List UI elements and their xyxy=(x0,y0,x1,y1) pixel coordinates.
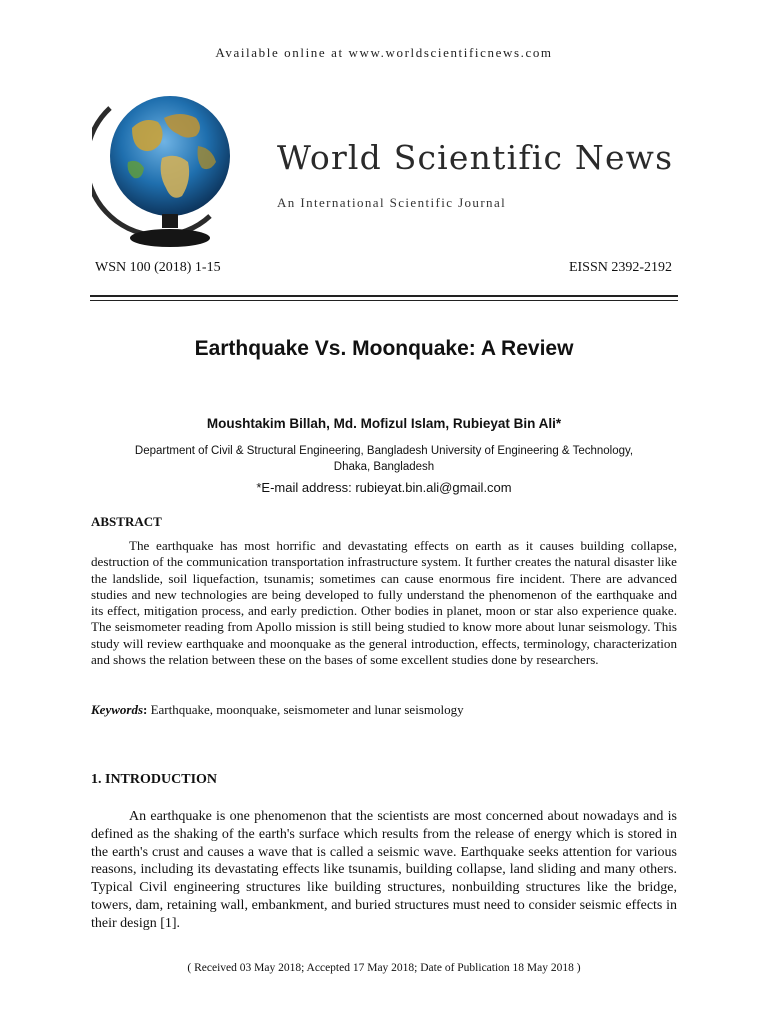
header-divider-thin xyxy=(90,300,678,301)
header-divider-thick xyxy=(90,295,678,297)
corresponding-email: *E-mail address: rubieyat.bin.ali@gmail.com xyxy=(256,480,512,495)
keywords-text: Earthquake, moonquake, seismometer and lunar seismology xyxy=(150,702,464,717)
introduction-heading: 1. INTRODUCTION xyxy=(91,772,218,787)
keywords-line xyxy=(91,702,677,718)
author-list: Moushtakim Billah, Md. Mofizul Islam, Rubieyat Bin Ali* xyxy=(206,416,562,431)
journal-subtitle: An International Scientific Journal xyxy=(277,195,507,210)
globe-logo-icon xyxy=(92,88,244,250)
issue-info: WSN 100 (2018) 1-15 xyxy=(95,260,221,275)
affiliation xyxy=(96,443,672,475)
eissn-info: EISSN 2392-2192 xyxy=(568,260,672,275)
journal-title: World Scientific News xyxy=(277,138,674,177)
affiliation-line-1: Department of Civil & Structural Engineering, Bangladesh University of Engineering & Technology, xyxy=(134,445,634,457)
available-online-line: Available online at www.worldscientificnews.com xyxy=(215,45,553,60)
paper-title: Earthquake Vs. Moonquake: A Review xyxy=(194,337,574,360)
abstract-heading: ABSTRACT xyxy=(91,514,162,529)
keywords-separator: : xyxy=(143,702,151,717)
keywords-label: Keywords xyxy=(91,702,143,717)
publication-dates: ( Received 03 May 2018; Accepted 17 May 2018; Date of Publication 18 May 2018 ) xyxy=(187,962,581,974)
introduction-text: An earthquake is one phenomenon that the scientists are most concerned about nowadays and is defined as the shaking of the earth's surface which results from the release of energy which is stored in the earth's crust and causes a wave that is called a seismic wave. Earthquake seeks attention for various reasons, including its devastating effects like tsunamis, building collapse, land sliding and many others. Typical Civil engineering structures like building structures, nonbuilding structures like the bridge, towers, dam, retaining wall, embankment, and buried structures must need to consider seismic effects in their design [1]. xyxy=(91,809,677,931)
affiliation-line-2: Dhaka, Bangladesh xyxy=(333,461,435,473)
abstract-text: The earthquake has most horrific and devastating effects on earth as it causes building collapse, destruction of the communication transportation infrastructure system. It further creates the natural disaster like the landslide, soil liquefaction, tsunamis; sometimes can cause enormous fire incident. There are advanced studies and new technologies are being developed to fully understand the phenomenon of the earthquake and its effect, mitigation process, and early prediction. Other bodies in planet, moon or star also experience quake. The seismometer reading from Apollo mission is still being studied to know more about lunar seismology. This study will review earthquake and moonquake as the general introduction, effects, terminology, characterization and shows the relation between these on the bases of some excellent studies done by researchers. xyxy=(91,538,677,668)
